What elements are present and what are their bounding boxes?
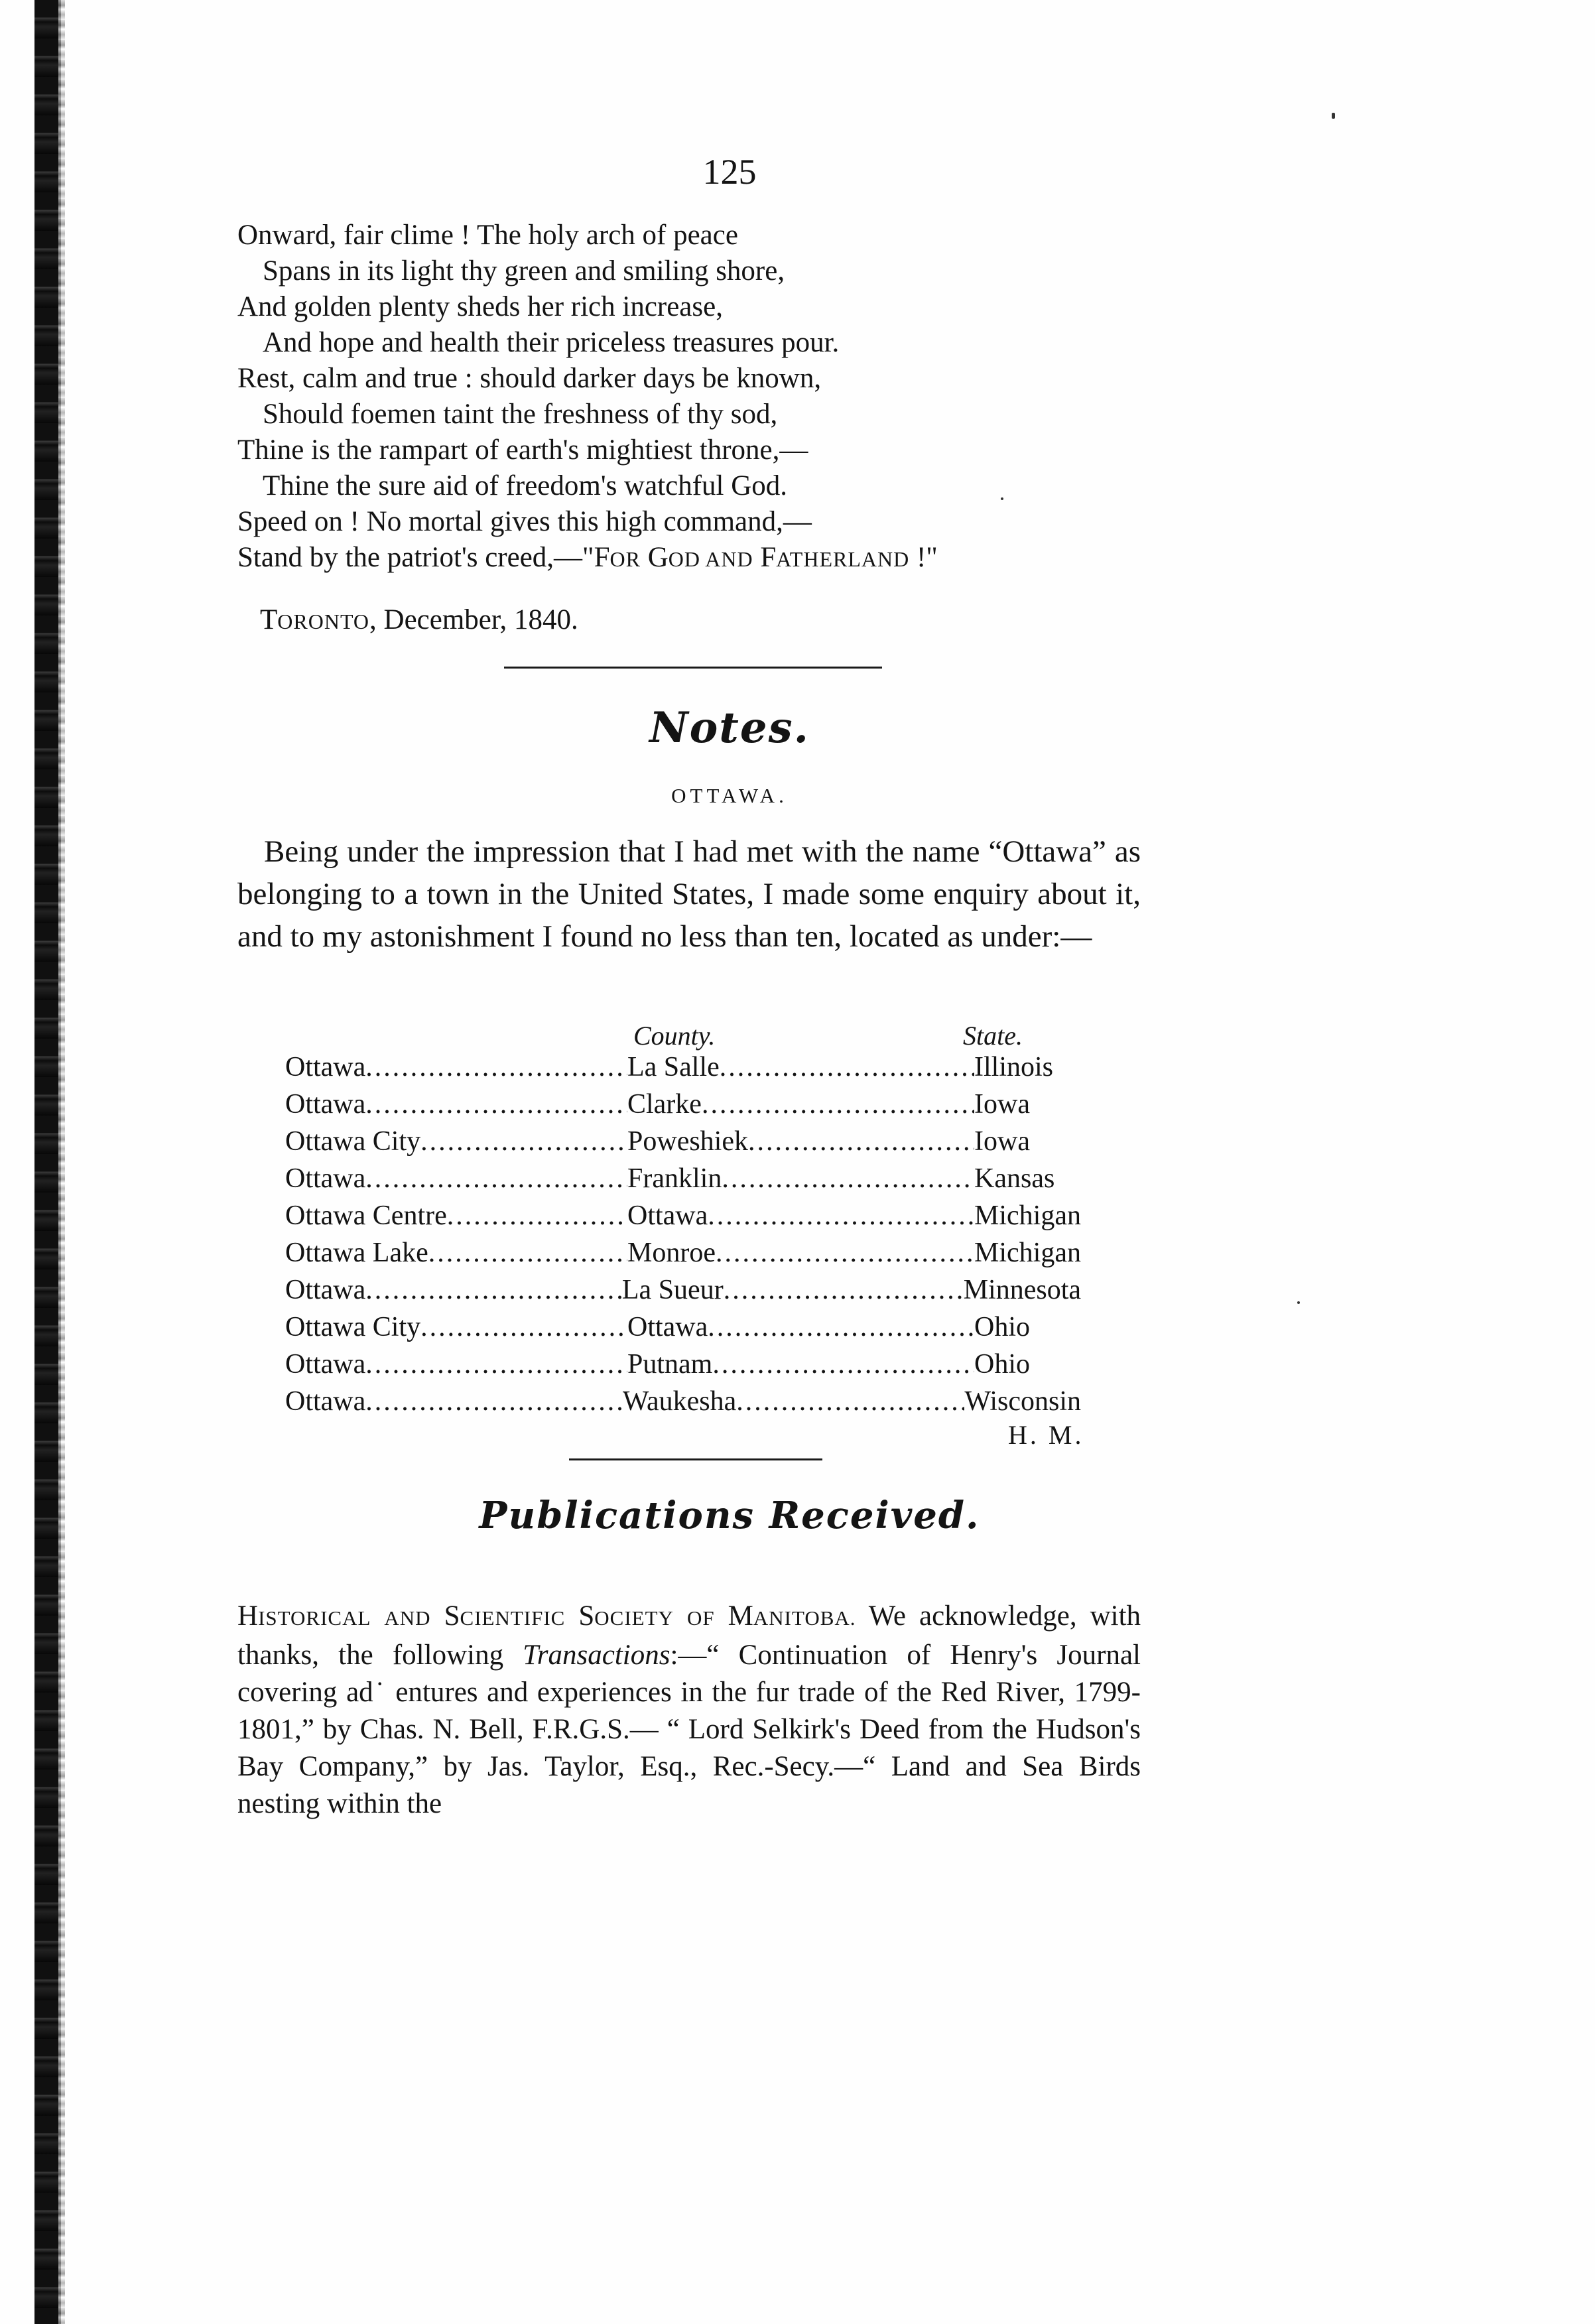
state-cell-text: Wisconsin	[964, 1386, 1081, 1417]
town-name-cell	[285, 1051, 627, 1083]
state-cell-text: Ohio	[974, 1349, 1030, 1380]
publications-heading: Publications Received.	[479, 1494, 980, 1537]
dot-leader	[708, 1200, 974, 1232]
dot-leader	[447, 1200, 627, 1232]
town-name-cell-text: Ottawa Lake	[285, 1238, 428, 1268]
scan-speck	[1297, 1301, 1300, 1304]
dot-leader	[365, 1051, 627, 1083]
dot-leader	[365, 1274, 622, 1306]
column-header-state: State.	[963, 1021, 1023, 1051]
state-cell-text: Michigan	[974, 1238, 1081, 1268]
county-cell-text: Putnam	[627, 1349, 713, 1380]
small-caps-text: OF	[686, 1606, 715, 1630]
state-cell-text: Minnesota	[963, 1275, 1081, 1305]
small-caps-initial: F	[760, 542, 777, 573]
state-cell-text: Ohio	[974, 1312, 1030, 1342]
table-row	[285, 1311, 1081, 1348]
dot-leader	[428, 1237, 627, 1269]
county-cell-text: Ottawa	[627, 1200, 708, 1231]
notes-heading: Notes.	[649, 703, 810, 753]
town-name-cell-text: Ottawa	[285, 1163, 366, 1194]
county-cell-text: La Sueur	[621, 1275, 724, 1305]
small-caps-text: ANITOBA.	[753, 1606, 856, 1630]
transactions-title: Transactions	[523, 1640, 670, 1671]
dot-leader	[365, 1386, 622, 1417]
dot-leader	[708, 1311, 974, 1343]
binding-edge-shadow	[58, 0, 65, 2324]
small-caps-text: CIENTIFIC	[460, 1606, 566, 1630]
table-row	[285, 1126, 1081, 1163]
ottawa-table	[285, 1051, 1081, 1423]
town-name-cell-text: Ottawa City	[285, 1312, 421, 1342]
small-caps-initial: H	[237, 1600, 259, 1632]
scan-speck	[1001, 497, 1003, 500]
poem-line: Thine the sure aid of freedom's watchful God.	[263, 470, 788, 501]
town-name-cell	[285, 1348, 627, 1380]
town-name-cell-text: Ottawa	[285, 1275, 366, 1305]
state-cell	[974, 1163, 1054, 1194]
county-cell-text: Franklin	[627, 1163, 722, 1194]
table-row	[285, 1200, 1081, 1237]
county-cell-text: Monroe	[627, 1238, 716, 1268]
town-name-cell	[285, 1163, 627, 1194]
town-name-cell-text: Ottawa	[285, 1386, 366, 1417]
dot-leader	[716, 1237, 974, 1269]
poem-last-line	[237, 540, 938, 577]
town-name-cell-text: Ottawa	[285, 1052, 366, 1082]
author-initials: H. M.	[1008, 1420, 1084, 1450]
state-cell	[964, 1274, 1081, 1306]
state-cell	[974, 1088, 1030, 1120]
dot-leader	[420, 1311, 627, 1343]
table-row	[285, 1237, 1081, 1274]
poem-last-line-prefix: Stand by the patriot's creed,—"	[237, 542, 594, 573]
dot-leader	[712, 1348, 974, 1380]
table-row	[285, 1386, 1081, 1423]
state-cell	[974, 1051, 1053, 1083]
small-caps-initial: G	[647, 542, 669, 573]
town-name-cell	[285, 1088, 627, 1120]
dot-leader	[365, 1088, 627, 1120]
dot-leader	[720, 1051, 974, 1083]
poem-line: And golden plenty sheds her rich increase,	[237, 291, 723, 322]
county-cell	[627, 1051, 974, 1083]
poem-signature	[260, 604, 578, 636]
poem-line: Should foemen taint the freshness of thy sod,	[263, 399, 778, 430]
poem-line: Speed on ! No mortal gives this high command,—	[237, 506, 812, 537]
town-name-cell-text: Ottawa	[285, 1349, 366, 1380]
column-header-county: County.	[633, 1021, 716, 1051]
poem-last-line-suffix: !"	[909, 542, 938, 573]
state-cell-text: Kansas	[974, 1163, 1055, 1194]
town-name-cell	[285, 1237, 627, 1269]
county-cell	[627, 1237, 974, 1269]
poem-line: Rest, calm and true : should darker days be known,	[237, 363, 822, 394]
poem	[237, 218, 938, 577]
small-caps-initial: S	[578, 1600, 595, 1632]
county-cell-text: Waukesha	[622, 1386, 737, 1417]
county-cell-text: La Salle	[627, 1052, 720, 1082]
poem-line: And hope and health their priceless treasures pour.	[263, 327, 840, 358]
small-caps-text: ATHERLAND	[776, 547, 910, 571]
dot-leader	[365, 1163, 627, 1194]
state-cell-text: Illinois	[974, 1052, 1054, 1082]
town-name-cell	[285, 1274, 622, 1306]
publications-paragraph	[237, 1598, 1141, 1823]
notes-paragraph	[237, 830, 1141, 958]
state-cell	[974, 1126, 1030, 1157]
county-cell	[627, 1348, 974, 1380]
notes-subheading: OTTAWA.	[671, 784, 788, 807]
section-divider	[569, 1458, 822, 1460]
section-divider	[504, 667, 882, 669]
dot-leader	[702, 1088, 974, 1120]
state-cell-text: Iowa	[974, 1126, 1030, 1157]
town-name-cell-text: Ottawa Centre	[285, 1200, 447, 1231]
dot-leader	[722, 1163, 974, 1194]
binding-edge	[34, 0, 61, 2324]
small-caps-text: OCIETY	[594, 1606, 674, 1630]
table-row	[285, 1348, 1081, 1386]
small-caps-text: AND	[384, 1606, 431, 1630]
page-number: 125	[702, 152, 757, 192]
county-cell	[627, 1311, 974, 1343]
dot-leader	[736, 1386, 964, 1417]
state-cell	[974, 1348, 1030, 1380]
state-cell-text: Michigan	[974, 1200, 1081, 1231]
table-row	[285, 1051, 1081, 1088]
table-row	[285, 1088, 1081, 1126]
town-name-cell	[285, 1311, 627, 1343]
publications-text: We acknowledge, with thanks, the following	[237, 1600, 1141, 1671]
notes-paragraph-text: Being under the impression that I had met with the name “Ottawa” as belonging to a town in the United States, I made some enquiry about it, and to my astonishment I found no less than ten, located as under:—	[237, 834, 1141, 954]
poem-line: Thine is the rampart of earth's mightiest throne,—	[237, 434, 808, 466]
town-name-cell-text: Ottawa	[285, 1089, 366, 1120]
state-cell	[974, 1200, 1081, 1232]
town-name-cell-text: Ottawa City	[285, 1126, 421, 1157]
dot-leader	[724, 1274, 964, 1306]
table-row	[285, 1274, 1081, 1311]
town-name-cell	[285, 1126, 627, 1157]
dot-leader	[748, 1126, 974, 1157]
state-cell	[964, 1386, 1081, 1417]
dot-leader	[365, 1348, 627, 1380]
town-name-cell	[285, 1200, 627, 1232]
state-cell-text: Iowa	[974, 1089, 1030, 1120]
small-caps-initial: T	[260, 604, 278, 635]
poem-line: Onward, fair clime ! The holy arch of peace	[237, 220, 738, 251]
table-row	[285, 1163, 1081, 1200]
county-cell-text: Ottawa	[627, 1312, 708, 1342]
county-cell	[627, 1126, 974, 1157]
small-caps-text: ORONTO	[277, 610, 370, 633]
county-cell	[627, 1163, 974, 1194]
small-caps-text: ISTORICAL	[258, 1606, 371, 1630]
state-cell	[974, 1237, 1081, 1269]
town-name-cell	[285, 1386, 623, 1417]
small-caps-initial: M	[728, 1600, 753, 1632]
dot-leader	[420, 1126, 627, 1157]
state-cell	[974, 1311, 1030, 1343]
county-cell-text: Poweshiek	[627, 1126, 748, 1157]
scan-speck	[1332, 113, 1335, 119]
publications-text: :—“ Continuation of Henry's Journal covering ad˙ entures and experiences in the fur trade of the Red River, 1799-1801,” by Chas. N. Bell, F.R.G.S.— “ Lord Selkirk's Deed from the Hudson's Bay Company,” by Jas. Taylor, Esq., Rec.-Secy.—“ Land and Sea Birds nesting within the	[237, 1640, 1141, 1819]
small-caps-text: OR	[609, 547, 641, 571]
signature-date: , December, 1840.	[369, 604, 578, 635]
small-caps-initial: F	[594, 542, 610, 573]
county-cell	[627, 1088, 974, 1120]
small-caps-text: OD AND	[668, 547, 753, 571]
small-caps-initial: S	[444, 1600, 460, 1632]
county-cell-text: Clarke	[627, 1089, 702, 1120]
county-cell	[627, 1200, 974, 1232]
county-cell	[623, 1386, 965, 1417]
poem-line: Spans in its light thy green and smiling shore,	[263, 255, 785, 287]
county-cell	[622, 1274, 964, 1306]
